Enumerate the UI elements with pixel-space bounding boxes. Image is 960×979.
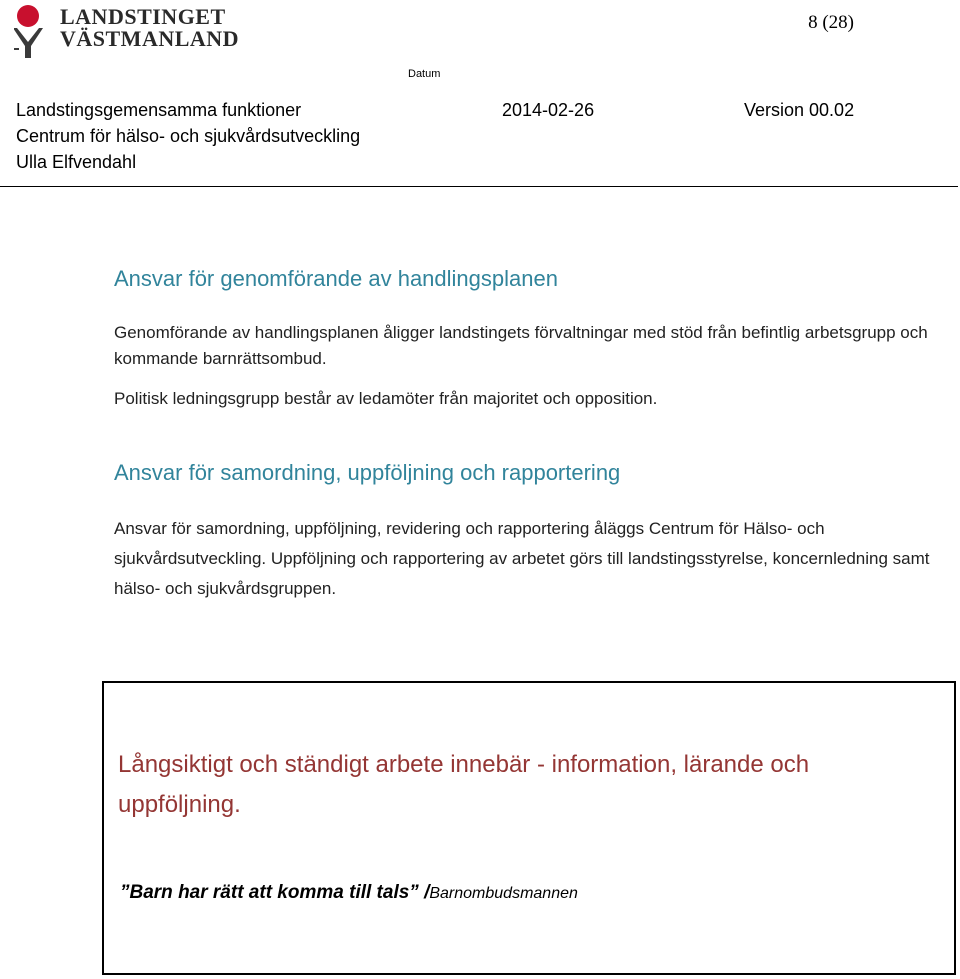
callout-title: Långsiktigt och ständigt arbete innebär - information, lärande och uppföljning. [118,751,810,818]
header-author: Ulla Elfvendahl [16,152,137,172]
quote-source: Barnombudsmannen [429,885,578,902]
header-version: Version 00.02 [744,100,855,120]
callout-quote [120,882,578,904]
section1-heading: Ansvar för genomförande av handlingsplanen [114,266,558,291]
header-date: 2014-02-26 [502,100,595,120]
section1-paragraph2: Politisk ledningsgrupp består av ledamöter från majoritet och opposition. [114,389,658,408]
datum-label: Datum [408,68,441,80]
logo-text-line2: VÄSTMANLAND [60,26,240,51]
logo-text-line1: LANDSTINGET [60,4,226,29]
header-department: Centrum för hälso- och sjukvårdsutveckling [16,126,361,146]
header-org: Landstingsgemensamma funktioner [16,100,302,120]
quote-text: ”Barn har rätt att komma till tals” / [120,882,430,903]
logo-text [60,4,240,51]
header-divider [0,186,958,187]
section1-paragraph1: Genomförande av handlingsplanen åligger landstingets förvaltningar med stöd från befintlig arbetsgrupp och kommande barnrättsombud. [114,323,928,368]
callout-box [102,681,956,975]
section2-paragraph: Ansvar för samordning, uppföljning, revidering och rapportering åläggs Centrum för Hälso- och sjukvårdsutveckling. Uppföljning och rapportering av arbetet görs till landstingsstyrelse, koncernledning samt hälso- och sjukvårdsgruppen. [114,519,930,598]
section2-heading: Ansvar för samordning, uppföljning och rapportering [114,460,621,485]
page-number: 8 (28) [808,12,854,33]
